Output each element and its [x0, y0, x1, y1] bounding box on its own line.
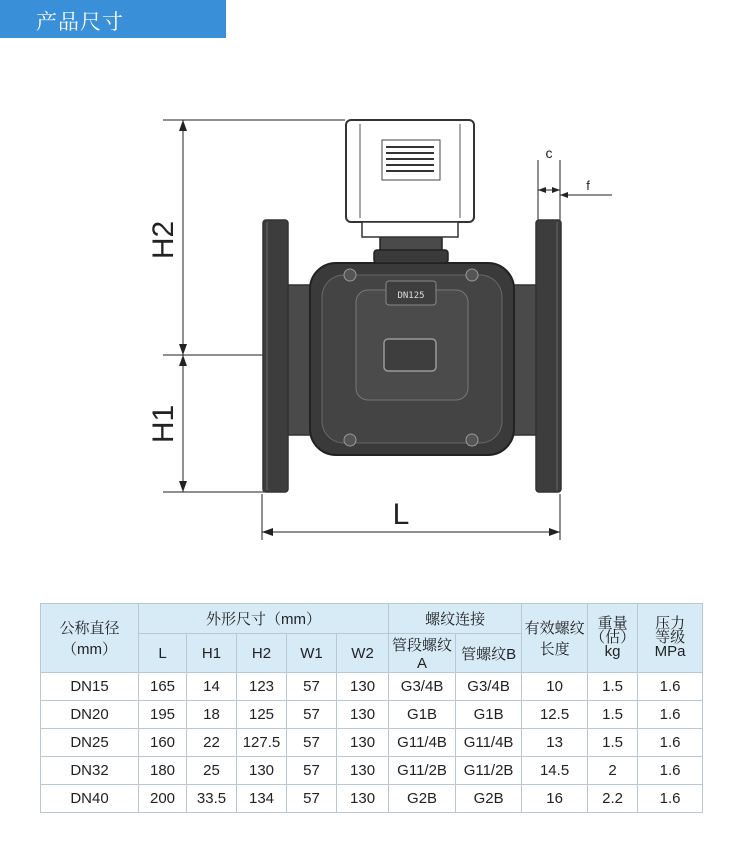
header-col-w2: W2 — [337, 634, 389, 673]
cell-dn: DN25 — [41, 729, 139, 757]
label-h1: H1 — [147, 404, 180, 444]
header-pressure-label: 压力 — [655, 615, 686, 632]
cell-weight: 2.2 — [588, 785, 638, 813]
header-col-w1: W1 — [287, 634, 337, 673]
header-weight — [588, 604, 638, 673]
header-outline: 外形尺寸（mm） — [139, 604, 389, 634]
header-weight-unit: kg — [604, 643, 621, 660]
header-grade-label: 等级 — [655, 629, 686, 646]
header-col-h2: H2 — [237, 634, 287, 673]
cell-pressure: 1.6 — [638, 701, 703, 729]
table-row — [41, 673, 703, 701]
header-thread-a: 管段螺纹A — [389, 634, 456, 673]
cell-weight: 1.5 — [588, 701, 638, 729]
header-length-label: 长度 — [539, 641, 570, 658]
cell-thread-b: G11/4B — [456, 729, 522, 757]
cell-length: 12.5 — [522, 701, 588, 729]
cell-h2: 130 — [237, 757, 287, 785]
cell-l: 200 — [139, 785, 187, 813]
body-tag: DN125 — [397, 291, 425, 301]
cell-w2: 130 — [337, 673, 389, 701]
table-row — [41, 757, 703, 785]
header-nominal-unit: （mm） — [62, 641, 117, 658]
header-effective-thread — [522, 604, 588, 673]
cell-weight: 1.5 — [588, 729, 638, 757]
cell-weight: 2 — [588, 757, 638, 785]
cell-thread-a: G11/2B — [389, 757, 456, 785]
cell-length: 14.5 — [522, 757, 588, 785]
header-effective-thread-label: 有效螺纹 — [524, 620, 585, 637]
header-nominal — [41, 604, 139, 673]
product-dimension-diagram — [0, 95, 750, 555]
header-thread: 螺纹连接 — [389, 604, 522, 634]
label-f: f — [586, 178, 590, 193]
meter-neck — [374, 237, 448, 263]
display-head — [346, 120, 474, 237]
header-pressure-unit: MPa — [654, 643, 686, 660]
cell-h1: 22 — [187, 729, 237, 757]
cell-length: 10 — [522, 673, 588, 701]
cell-dn: DN15 — [41, 673, 139, 701]
cell-h1: 18 — [187, 701, 237, 729]
cell-w1: 57 — [287, 757, 337, 785]
cell-w1: 57 — [287, 729, 337, 757]
cell-l: 165 — [139, 673, 187, 701]
spec-table — [40, 603, 703, 813]
header-weight-label: 重量 — [597, 615, 628, 632]
header-weight-est: （估） — [590, 629, 636, 646]
cell-w2: 130 — [337, 757, 389, 785]
header-pressure — [638, 604, 703, 673]
cell-h1: 25 — [187, 757, 237, 785]
cell-thread-b: G3/4B — [456, 673, 522, 701]
table-row — [41, 701, 703, 729]
label-h2: H2 — [147, 220, 180, 260]
cell-w1: 57 — [287, 673, 337, 701]
cell-pressure: 1.6 — [638, 673, 703, 701]
cf-dimension-lines — [538, 160, 612, 220]
cell-thread-b: G11/2B — [456, 757, 522, 785]
cell-thread-b: G1B — [456, 701, 522, 729]
cell-thread-a: G3/4B — [389, 673, 456, 701]
table-row — [41, 729, 703, 757]
header-col-h1: H1 — [187, 634, 237, 673]
cell-l: 160 — [139, 729, 187, 757]
cell-thread-a: G11/4B — [389, 729, 456, 757]
cell-h2: 134 — [237, 785, 287, 813]
l-dimension-line — [262, 494, 560, 540]
cell-l: 195 — [139, 701, 187, 729]
cell-thread-b: G2B — [456, 785, 522, 813]
cell-pressure: 1.6 — [638, 785, 703, 813]
cell-h2: 127.5 — [237, 729, 287, 757]
cell-dn: DN40 — [41, 785, 139, 813]
label-c: c — [545, 145, 553, 161]
meter-body — [310, 263, 514, 455]
label-l: L — [392, 498, 410, 531]
cell-w1: 57 — [287, 701, 337, 729]
cell-weight: 1.5 — [588, 673, 638, 701]
cell-w2: 130 — [337, 785, 389, 813]
cell-dn: DN20 — [41, 701, 139, 729]
cell-h2: 125 — [237, 701, 287, 729]
cell-pressure: 1.6 — [638, 757, 703, 785]
cell-thread-a: G1B — [389, 701, 456, 729]
cell-w1: 57 — [287, 785, 337, 813]
left-flange — [263, 220, 313, 492]
cell-thread-a: G2B — [389, 785, 456, 813]
header-thread-b: 管螺纹B — [456, 634, 522, 673]
cell-w2: 130 — [337, 729, 389, 757]
cell-length: 13 — [522, 729, 588, 757]
section-title: 产品尺寸 — [36, 10, 124, 34]
section-title-bar — [0, 0, 226, 38]
cell-h2: 123 — [237, 673, 287, 701]
table-row — [41, 785, 703, 813]
cell-w2: 130 — [337, 701, 389, 729]
cell-h1: 14 — [187, 673, 237, 701]
cell-l: 180 — [139, 757, 187, 785]
cell-pressure: 1.6 — [638, 729, 703, 757]
right-flange — [511, 220, 561, 492]
cell-length: 16 — [522, 785, 588, 813]
cell-h1: 33.5 — [187, 785, 237, 813]
header-nominal-label: 公称直径 — [59, 620, 120, 637]
cell-dn: DN32 — [41, 757, 139, 785]
header-col-l: L — [139, 634, 187, 673]
